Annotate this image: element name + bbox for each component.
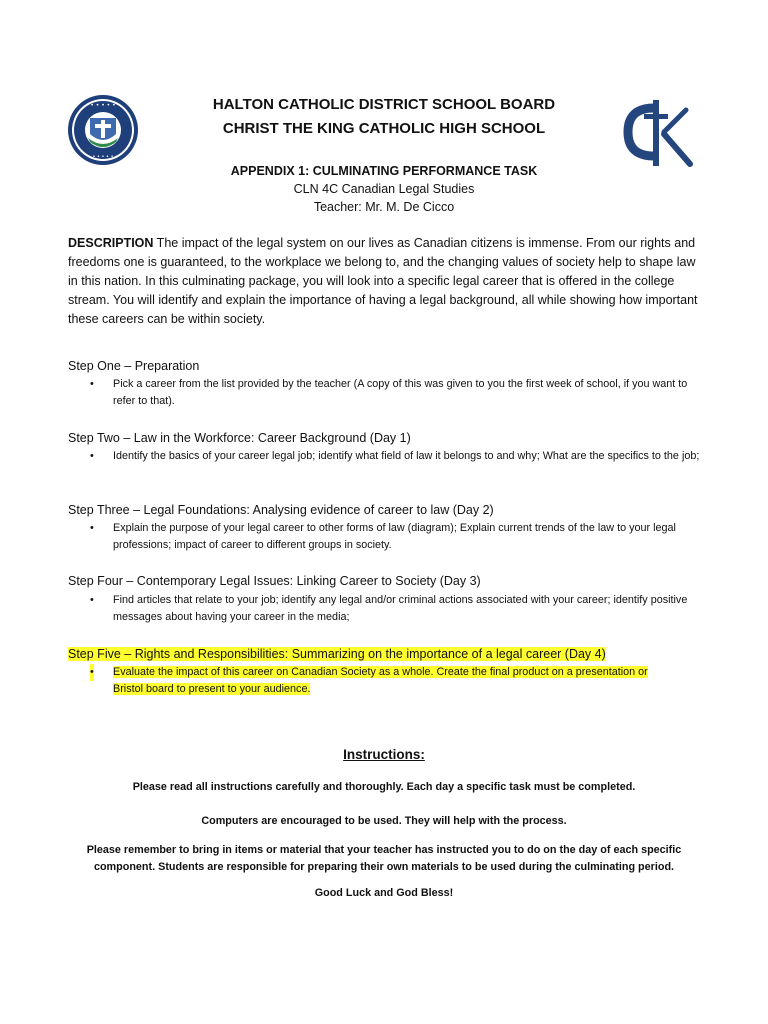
- bullet-glyph: •: [90, 594, 94, 606]
- course-name: CLN 4C Canadian Legal Studies: [293, 182, 475, 196]
- school-title: CHRIST THE KING CATHOLIC HIGH SCHOOL: [222, 120, 546, 137]
- bullet-glyph: •: [90, 664, 94, 681]
- description-paragraph: [68, 234, 704, 329]
- step-five-title-highlight: Step Five – Rights and Responsibilities: Summarizing on the importance of a legal career (Day 4): [68, 647, 606, 661]
- bullet-glyph: •: [90, 450, 94, 462]
- description-text: The impact of the legal system on our lives as Canadian citizens is immense. From our rights and freedoms one is guaranteed, to the workplace we belong to, and the changing values of society help to shape law in this nation. In this culminating package, you will look into a specific legal career that is offered in the college stream. You will identify and explain the importance of having a legal background, all while showing how important these careers can be within society.: [68, 236, 698, 326]
- step-one-text: Pick a career from the list provided by the teacher (A copy of this was given to you the first week of school, if you want to refer to that).: [113, 378, 688, 407]
- step-five-line-2: Bristol board to present to your audience.: [113, 683, 311, 695]
- bullet-glyph: •: [90, 378, 94, 390]
- instruction-closing: Good Luck and God Bless!: [314, 887, 454, 899]
- instruction-paragraph-1: Please read all instructions carefully and thoroughly. Each day a specific task must be completed.: [132, 781, 636, 793]
- step-five-line-1: Evaluate the impact of this career on Canadian Society as a whole. Create the final product on a presentation or: [113, 666, 648, 678]
- step-three-bullet: [90, 520, 700, 554]
- step-three-title: Step Three – Legal Foundations: Analysing evidence of career to law (Day 2): [68, 503, 494, 517]
- svg-text:• • • • • • •: • • • • • • •: [87, 154, 119, 160]
- instruction-paragraph-3: Please remember to bring in items or material that your teacher has instructed you to do on the day of each specific component. Students are responsible for preparing their own materials to be used during the culminating period.: [86, 844, 682, 873]
- instruction-paragraph-2: Computers are encouraged to be used. They will help with the process.: [201, 815, 567, 827]
- step-one-title: Step One – Preparation: [68, 359, 200, 373]
- step-two-title: Step Two – Law in the Workforce: Career Background (Day 1): [68, 431, 411, 445]
- step-four-text: Find articles that relate to your job; identify any legal and/or criminal actions associated with your career; identify positive messages about having your career in the media;: [113, 594, 688, 623]
- appendix-title: APPENDIX 1: CULMINATING PERFORMANCE TASK: [230, 164, 538, 178]
- bullet-glyph: •: [90, 522, 94, 534]
- step-one-bullet: [90, 376, 700, 410]
- step-five-text: [113, 664, 700, 698]
- step-two-text: Identify the basics of your career legal job; identify what field of law it belongs to and why; What are the specifics to the job;: [113, 450, 700, 462]
- step-five-title: [68, 645, 606, 663]
- svg-text:• • • • •: • • • • •: [90, 102, 116, 109]
- step-four-title: Step Four – Contemporary Legal Issues: Linking Career to Society (Day 3): [68, 574, 481, 588]
- description-label: DESCRIPTION: [68, 236, 154, 250]
- step-two-bullet: [90, 448, 700, 465]
- teacher-name: Teacher: Mr. M. De Cicco: [313, 200, 455, 214]
- step-five-bullet: [90, 664, 700, 698]
- step-three-text: Explain the purpose of your legal career to other forms of law (diagram); Explain current trends of the law to your legal professions; impact of career to different groups in society.: [113, 522, 676, 551]
- board-title: HALTON CATHOLIC DISTRICT SCHOOL BOARD: [212, 96, 556, 113]
- instructions-heading: Instructions:: [343, 747, 425, 762]
- step-four-bullet: [90, 592, 700, 626]
